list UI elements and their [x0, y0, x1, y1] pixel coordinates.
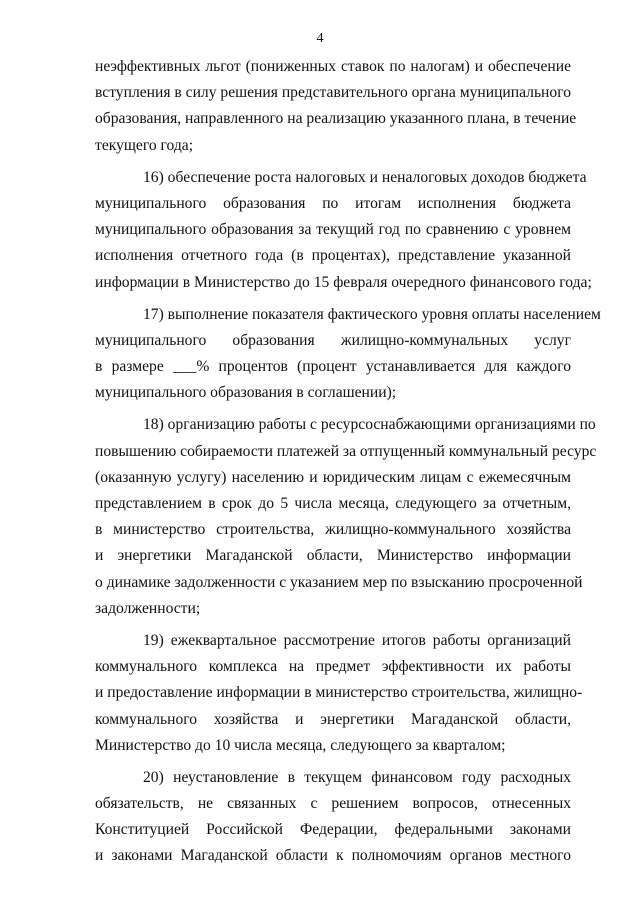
text-line: в министерство строительства, жилищно-коммунального хозяйства [95, 521, 571, 539]
text-line: муниципального образования по итогам исполнения бюджета [95, 194, 571, 212]
text-line: исполнения отчетного года (в процентах), представление указанной [95, 247, 571, 265]
text-line: (оказанную услугу) населению и юридическим лицам с ежемесячным [95, 468, 571, 486]
text-line: образования, направленного на реализацию указанного плана, в течение [95, 110, 577, 128]
text-line: повышению собираемости платежей за отпущенный коммунальный ресурс [95, 442, 597, 460]
text-line: коммунального комплекса на предмет эффективности их работы [95, 658, 571, 676]
text-line: муниципального образования жилищно-коммунальных услуг [95, 331, 571, 349]
text-line: 16) обеспечение роста налоговых и неналоговых доходов бюджета [143, 168, 587, 186]
text-line: представлением в срок до 5 числа месяца, следующего за отчетным, [95, 495, 571, 512]
text-line: Министерство до 10 числа месяца, следующего за кварталом; [95, 736, 506, 754]
text-line: вступления в силу решения представительного органа муниципального [95, 84, 572, 102]
paragraph [95, 628, 583, 759]
text-line: текущего года; [95, 136, 194, 154]
text-line: о динамике задолженности с указанием мер по взысканию просроченной [95, 573, 583, 591]
text-line: 17) выполнение показателя фактического уровня оплаты населением [143, 305, 601, 323]
text-line: и законами Магаданской области к полномочиям органов местного [95, 847, 571, 865]
text-line: неэффективных льгот (пониженных ставок по налогам) и обеспечение [95, 58, 571, 75]
text-line: 18) организацию работы с ресурсоснабжающими организациями по [143, 416, 596, 434]
text-line: 20) неустановление в текущем финансовом году расходных [143, 768, 571, 786]
text-line: в размере ___% процентов (процент устанавливается для каждого [95, 358, 571, 376]
page-number: 4 [316, 31, 324, 46]
document-body [95, 54, 601, 870]
paragraph [95, 165, 592, 296]
paragraph [95, 412, 597, 622]
text-line: 19) ежеквартальное рассмотрение итогов работы организаций [143, 631, 571, 649]
text-line: задолженности; [95, 599, 201, 617]
text-line: и энергетики Магаданской области, Министерство информации [95, 547, 571, 565]
text-line: Конституцией Российской Федерации, федеральными законами [95, 821, 571, 839]
text-line: муниципального образования в соглашении); [95, 384, 397, 402]
paragraph [95, 302, 601, 407]
paragraph [95, 765, 571, 870]
paragraph [95, 54, 577, 159]
text-line: обязательств, не связанных с решением вопросов, отнесенных [95, 795, 571, 813]
text-line: и предоставление информации в министерство строительства, жилищно- [95, 684, 583, 702]
text-line: муниципального образования за текущий год по сравнению с уровнем [95, 221, 571, 239]
text-line: коммунального хозяйства и энергетики Магаданской области, [95, 710, 571, 728]
text-line: информации в Министерство до 15 февраля очередного финансового года; [95, 273, 592, 291]
